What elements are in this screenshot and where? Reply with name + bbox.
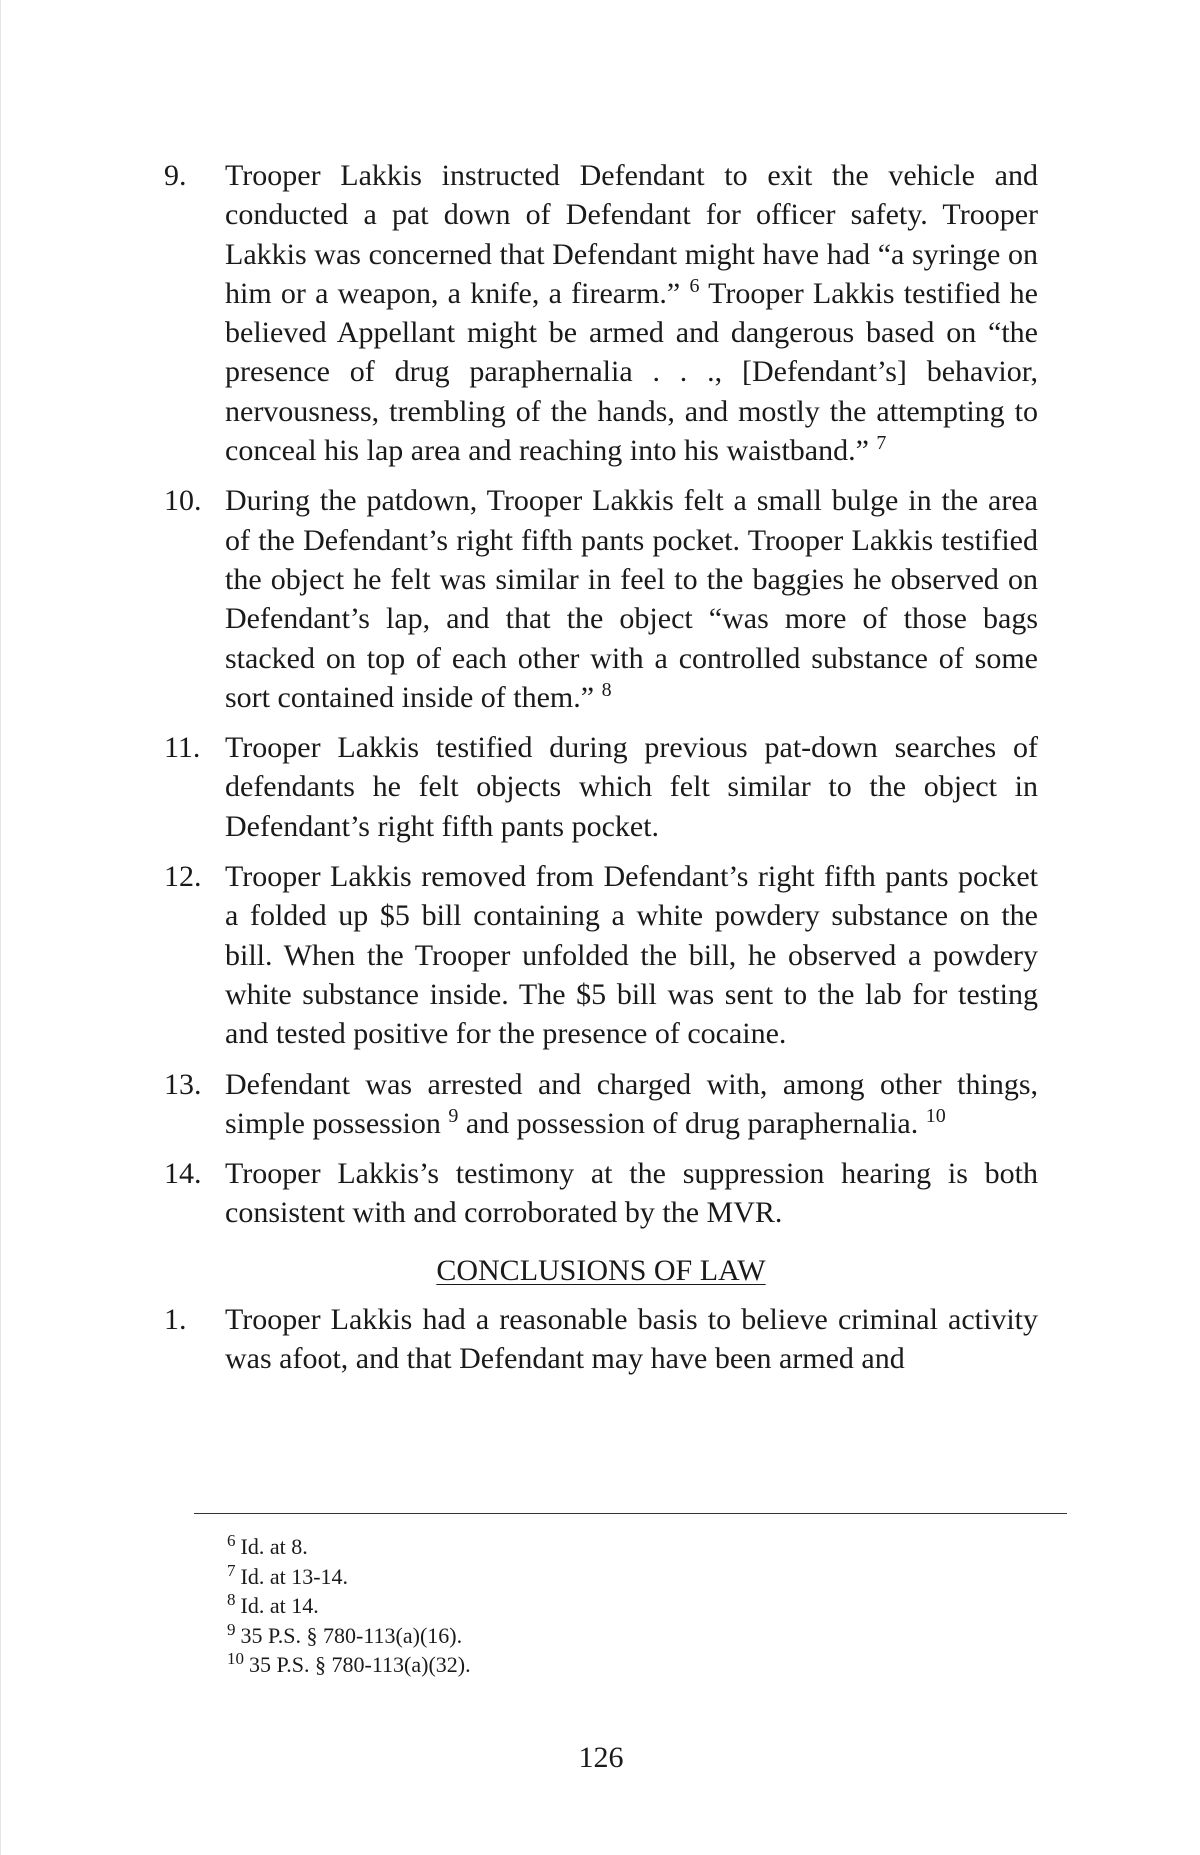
item-number: 12. bbox=[164, 860, 202, 894]
finding-14 bbox=[164, 1154, 1038, 1233]
footnote-ref-10[interactable]: 10 bbox=[925, 1104, 946, 1127]
footnote-text: Id. at 13-14. bbox=[240, 1563, 349, 1589]
footnote-ref-6[interactable]: 6 bbox=[689, 274, 700, 297]
item-number: 14. bbox=[164, 1157, 202, 1191]
footnotes bbox=[227, 1532, 1027, 1680]
footnote-text: 35 P.S. § 780-113(a)(16). bbox=[240, 1622, 463, 1648]
section-heading-conclusions: CONCLUSIONS OF LAW bbox=[436, 1253, 766, 1287]
footnote-7 bbox=[227, 1562, 1027, 1592]
finding-12 bbox=[164, 857, 1038, 1053]
item-text: Defendant was arrested and charged with, among other things, simple possession $^9$ and possession of drug paraphernalia. $^{10}$ bbox=[225, 1067, 1038, 1140]
footnote-mark: 7 bbox=[227, 1560, 236, 1580]
finding-11 bbox=[164, 728, 1038, 846]
footnote-text: Id. at 8. bbox=[240, 1534, 308, 1559]
item-text: Trooper Lakkis removed from Defendant’s right fifth pants pocket a folded up $5 bill containing a white powdery substance on the bill. When the Trooper unfolded the bill, he observed a powdery white substance inside. The $5 bill was sent to the lab for testing and tested positive for the presence of cocaine. bbox=[225, 860, 1038, 1051]
footnote-6 bbox=[227, 1532, 1027, 1562]
item-text: Trooper Lakkis had a reasonable basis to believe criminal activity was afoot, and that Defendant may have been armed and bbox=[225, 1303, 1038, 1376]
item-number: 1. bbox=[164, 1303, 187, 1337]
footnote-ref-8[interactable]: 8 bbox=[601, 678, 612, 701]
item-text: Trooper Lakkis testified during previous pat-down searches of defendants he felt objects which felt similar to the object in Defendant’s right fifth pants pocket. bbox=[225, 731, 1038, 843]
footnote-8 bbox=[227, 1591, 1027, 1621]
conclusion-1 bbox=[164, 1300, 1038, 1379]
finding-13 bbox=[164, 1065, 1038, 1144]
item-text: Trooper Lakkis instructed Defendant to exit the vehicle and conducted a pat down of Defendant for officer safety. Trooper Lakkis was concerned that Defendant might have had “a syringe on him or a weapon, a knife, a firearm.” $^6$ Trooper Lakkis testified he believed Appellant might be armed and dangerous based on “the presence of drug paraphernalia . . ., [Defendant’s] behavior, nervousness, trembling of the hands, and mostly the attempting to conceal his lap area and reaching into his waistband.” $^7$ bbox=[225, 159, 1038, 468]
footnote-text: 35 P.S. § 780-113(a)(32). bbox=[249, 1652, 471, 1678]
finding-9 bbox=[164, 156, 1038, 470]
footnote-mark: 8 bbox=[227, 1590, 236, 1610]
finding-10 bbox=[164, 481, 1038, 717]
document-body bbox=[164, 156, 1038, 1390]
footnote-9 bbox=[227, 1621, 1027, 1651]
item-number: 13. bbox=[164, 1067, 202, 1101]
footnote-mark: 6 bbox=[227, 1531, 236, 1550]
page-number: 126 bbox=[578, 1741, 624, 1774]
item-number: 11. bbox=[164, 731, 201, 765]
item-text: During the patdown, Trooper Lakkis felt a small bulge in the area of the Defendant’s right fifth pants pocket. Trooper Lakkis testified the object he felt was similar in feel to the baggies he observed on Defendant’s lap, and that the object “was more of those bags stacked on top of each other with a controlled substance of some sort contained inside of them.” $^8$ bbox=[225, 484, 1038, 714]
footnote-divider bbox=[194, 1513, 1067, 1514]
item-number: 10. bbox=[164, 484, 202, 518]
footnote-mark: 9 bbox=[227, 1619, 236, 1639]
footnote-10 bbox=[227, 1650, 1027, 1680]
item-text: Trooper Lakkis’s testimony at the suppression hearing is both consistent with and corroborated by the MVR. bbox=[225, 1157, 1038, 1230]
footnote-text: Id. at 14. bbox=[240, 1593, 319, 1619]
footnote-mark: 10 bbox=[227, 1649, 244, 1669]
footnote-ref-9[interactable]: 9 bbox=[448, 1104, 459, 1127]
footnote-ref-7[interactable]: 7 bbox=[876, 432, 887, 455]
item-number: 9. bbox=[164, 159, 187, 192]
